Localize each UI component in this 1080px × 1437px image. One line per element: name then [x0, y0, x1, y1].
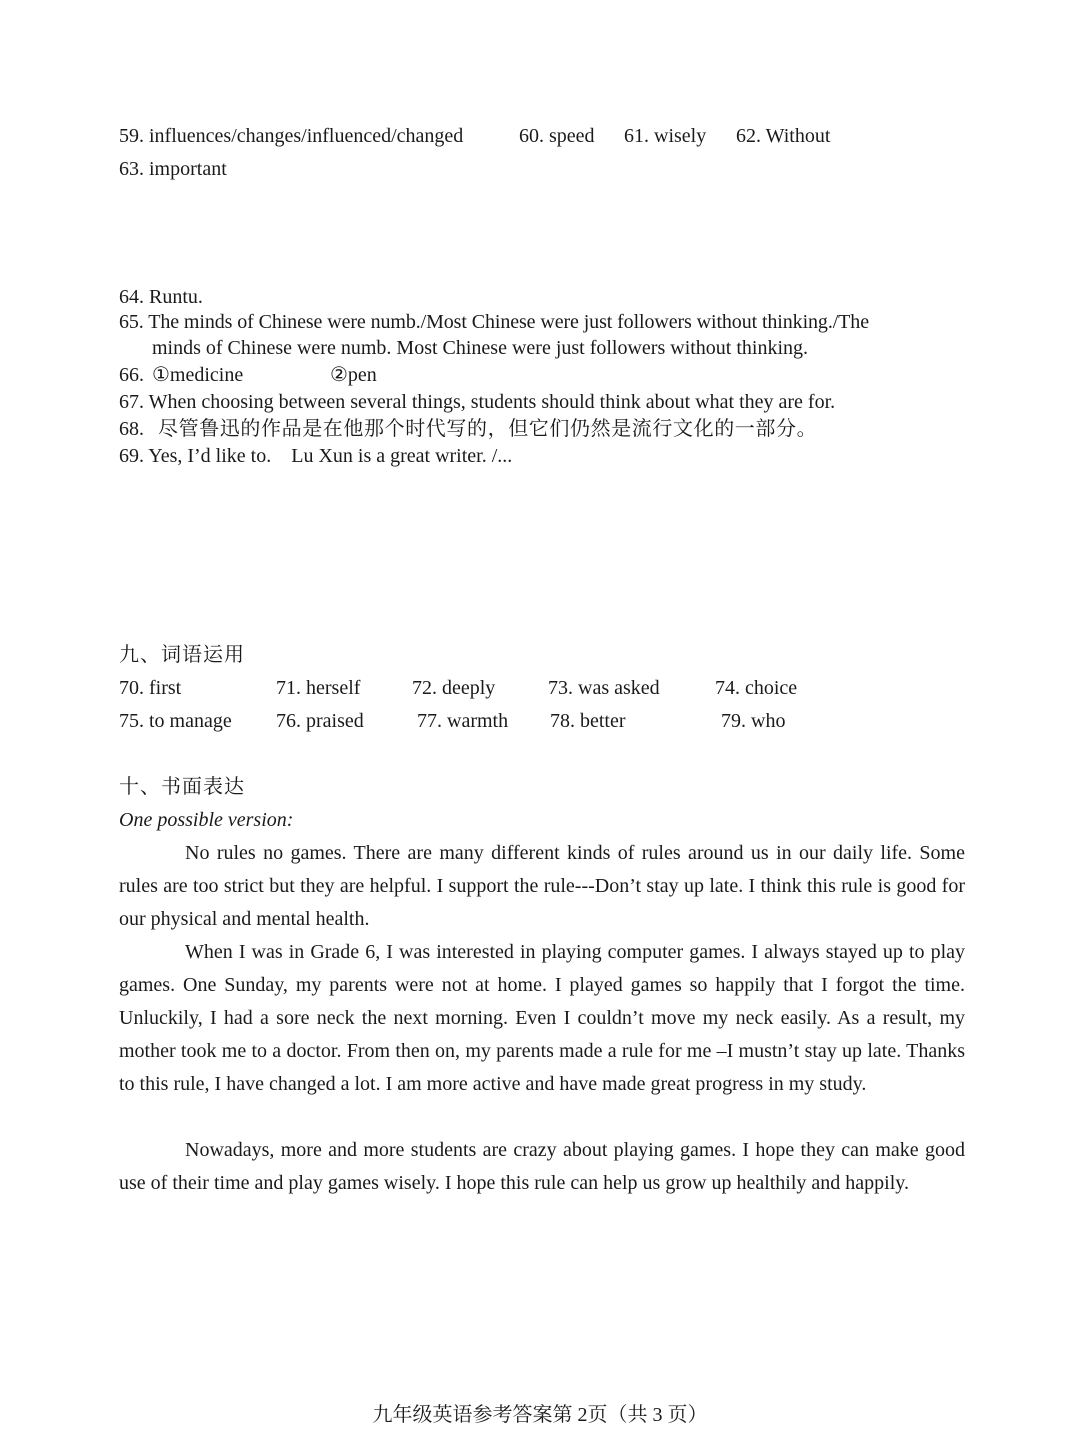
- sample-essay-label: One possible version:: [119, 809, 294, 831]
- answer-61: 61. wisely: [624, 125, 707, 147]
- answer-74: 74. choice: [715, 677, 798, 699]
- essay-paragraph-1: No rules no games. There are many different kinds of rules around us in our daily life. Some rules are too strict but they are helpful. I support the rule---Don’t stay up late. I think this rule is good for our physical and mental health.: [119, 842, 965, 930]
- section-9-heading: 九、词语运用: [119, 644, 245, 666]
- answer-75: 75. to manage: [119, 710, 232, 732]
- answer-59: 59. influences/changes/influenced/changed: [119, 125, 464, 147]
- essay-paragraph-2: When I was in Grade 6, I was interested in playing computer games. I always stayed up to play games. One Sunday, my parents were not at home. I played games so happily that I forgot the time. Unluckily, I had a sore neck the next morning. Even I couldn’t move my neck easily. As a result, my mother took me to a doctor. From then on, my parents made a rule for me –I mustn’t stay up late. Thanks to this rule, I have changed a lot. I am more active and have made great progress in my study.: [119, 941, 965, 1095]
- answer-62: 62. Without: [736, 125, 831, 147]
- answer-71: 71. herself: [276, 677, 361, 699]
- answer-76: 76. praised: [276, 710, 364, 732]
- answer-73: 73. was asked: [548, 677, 660, 699]
- page-footer: 九年级英语参考答案第 2页（共 3 页）: [372, 1404, 708, 1426]
- answer-69: 69. Yes, I’d like to. Lu Xun is a great writer. /...: [119, 445, 513, 467]
- essay-paragraph-3: Nowadays, more and more students are crazy about playing games. I hope they can make good use of their time and play games wisely. I hope this rule can help us grow up healthily and happily.: [119, 1139, 965, 1194]
- section-10-heading: 十、书面表达: [119, 776, 245, 798]
- answer-65-line2: minds of Chinese were numb. Most Chinese were just followers without thinking.: [152, 337, 809, 359]
- answer-66-option-2: ②pen: [330, 364, 377, 386]
- answer-66-number: 66.: [119, 364, 144, 386]
- answer-65-line1: 65. The minds of Chinese were numb./Most Chinese were just followers without thinking./The: [119, 311, 869, 333]
- answer-63: 63. important: [119, 158, 227, 180]
- answer-60: 60. speed: [519, 125, 595, 147]
- answer-79: 79. who: [721, 710, 786, 732]
- answer-64: 64. Runtu.: [119, 286, 203, 308]
- answer-68-text: 尽管鲁迅的作品是在他那个时代写的，但它们仍然是流行文化的一部分。: [158, 418, 818, 440]
- answer-72: 72. deeply: [412, 677, 496, 699]
- answer-78: 78. better: [550, 710, 626, 732]
- answer-70: 70. first: [119, 677, 182, 699]
- answer-77: 77. warmth: [417, 710, 509, 732]
- answer-67: 67. When choosing between several things, students should think about what they are for.: [119, 391, 836, 413]
- answer-68-number: 68.: [119, 418, 144, 440]
- answer-66-option-1: ①medicine: [152, 364, 244, 386]
